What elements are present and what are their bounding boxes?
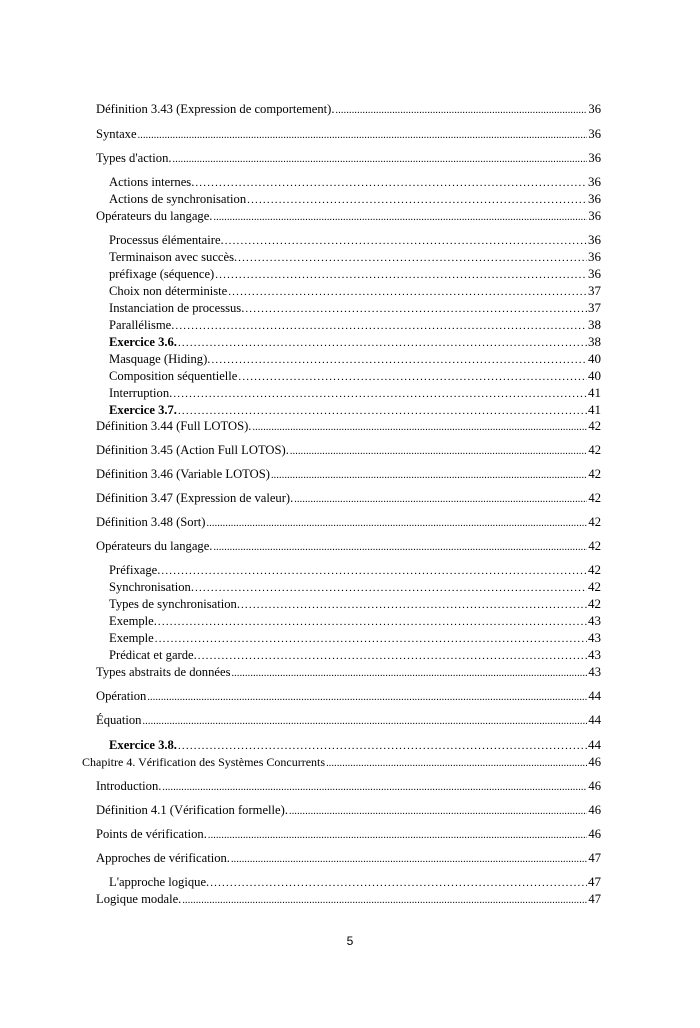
toc-entry-page: 47 (588, 851, 601, 865)
toc-entry[interactable] (82, 754, 601, 770)
toc-entry-label: Points de vérification. (96, 827, 207, 841)
toc-entry[interactable] (96, 442, 601, 458)
toc-entry-label: Opérateurs du langage. (96, 209, 213, 223)
dot-leader (231, 850, 587, 863)
toc-entry-label: Processus élémentaire. (109, 233, 224, 247)
dot-leader (271, 466, 587, 479)
toc-entry-page: 42 (588, 443, 601, 457)
toc-entry[interactable] (96, 891, 601, 907)
dot-leader (231, 664, 587, 677)
toc-entry-page: 40 (588, 351, 601, 366)
toc-entry-page: 36 (588, 127, 601, 141)
dot-leader (210, 874, 587, 887)
toc-entry-page: 36 (588, 232, 601, 247)
toc-entry[interactable] (109, 317, 601, 333)
toc-entry-label: Types d'action. (96, 151, 172, 165)
toc-entry-label: L'approche logique. (109, 875, 210, 889)
toc-entry-page: 42 (588, 515, 601, 529)
toc-entry-page: 41 (588, 402, 601, 417)
toc-entry-label: Choix non déterministe (109, 284, 228, 298)
toc-entry-page: 40 (588, 368, 601, 383)
dot-leader (142, 712, 587, 725)
page-number: 5 (346, 934, 354, 948)
toc-entry[interactable] (96, 466, 601, 482)
toc-entry-page: 38 (588, 317, 601, 332)
toc-entry-page: 44 (588, 737, 601, 752)
toc-entry[interactable] (109, 385, 601, 401)
dot-leader (289, 802, 587, 815)
toc-entry[interactable] (109, 613, 601, 629)
toc-entry[interactable] (109, 630, 601, 646)
toc-entry-label: Opération (96, 689, 147, 703)
dot-leader (206, 514, 587, 527)
dot-leader (173, 150, 588, 163)
toc-entry-label: Définition 3.44 (Full LOTOS). (96, 419, 252, 433)
toc-entry[interactable] (96, 490, 601, 506)
toc-entry-label: Actions de synchronisation (109, 192, 247, 206)
toc-entry-label: Interruption. (109, 386, 173, 400)
dot-leader (178, 402, 587, 415)
toc-entry-page: 46 (588, 779, 601, 793)
toc-entry-page: 43 (588, 613, 601, 628)
toc-entry-label: Syntaxe (96, 127, 137, 141)
dot-leader (238, 368, 587, 381)
toc-entry-page: 42 (588, 596, 601, 611)
dot-leader (173, 385, 587, 398)
toc-entry-label: Définition 3.46 (Variable LOTOS) (96, 467, 270, 481)
toc-entry[interactable] (96, 778, 601, 794)
dot-leader (211, 351, 587, 364)
toc-entry[interactable] (96, 514, 601, 530)
toc-entry-label: Masquage (Hiding). (109, 352, 211, 366)
toc-entry[interactable] (109, 283, 601, 299)
toc-entry-page: 43 (588, 665, 601, 679)
toc-entry-label: Introduction. (96, 779, 162, 793)
toc-entry-label: préfixage (séquence) (109, 267, 215, 281)
toc-entry[interactable] (109, 351, 601, 367)
toc-entry-page: 42 (588, 419, 601, 433)
dot-leader (213, 538, 587, 551)
toc-entry-label: Définition 3.45 (Action Full LOTOS). (96, 443, 289, 457)
toc-entry[interactable] (96, 802, 601, 818)
toc-entry-page: 42 (588, 562, 601, 577)
toc-entry-page: 36 (588, 209, 601, 223)
toc-entry-label: Types abstraits de données (96, 665, 231, 679)
toc-entry-label: Exemple. (109, 614, 157, 628)
dot-leader (228, 283, 587, 296)
toc-entry-page: 36 (588, 174, 601, 189)
toc-entry-label: Terminaison avec succès. (109, 250, 238, 264)
toc-entry[interactable] (96, 850, 601, 866)
dot-leader (138, 126, 588, 139)
dot-leader (182, 891, 587, 904)
toc-entry[interactable] (109, 191, 601, 207)
toc-entry-page: 47 (588, 874, 601, 889)
toc-entry[interactable] (109, 579, 601, 595)
dot-leader (213, 208, 587, 221)
toc-entry-label: Chapitre 4. Vérification des Systèmes Concurrents (82, 755, 326, 769)
toc-entry-label: Instanciation de processus. (109, 301, 245, 315)
toc-entry[interactable] (96, 208, 601, 224)
toc-entry[interactable] (109, 562, 601, 578)
toc-entry-page: 47 (588, 892, 601, 906)
toc-entry-label: Définition 3.43 (Expression de comportement). (96, 102, 335, 116)
dot-leader (294, 490, 587, 503)
toc-entry-page: 36 (588, 151, 601, 165)
toc-entry[interactable] (96, 538, 601, 554)
toc-entry-label: Parallélisme. (109, 318, 175, 332)
toc-entry-page: 46 (588, 755, 601, 769)
dot-leader (161, 562, 587, 575)
dot-leader (326, 754, 587, 767)
toc-entry-page: 36 (588, 266, 601, 281)
toc-entry[interactable] (109, 368, 601, 384)
toc-entry-page: 44 (588, 713, 601, 727)
dot-leader (162, 778, 587, 791)
toc-entry-page: 46 (588, 803, 601, 817)
dot-leader (175, 317, 587, 330)
toc-entry-page: 41 (588, 385, 601, 400)
toc-entry-page: 42 (588, 539, 601, 553)
dot-leader (158, 613, 587, 626)
toc-entry-label: Logique modale. (96, 892, 182, 906)
dot-leader (252, 418, 587, 431)
toc-entry[interactable] (96, 712, 601, 728)
toc-entry[interactable] (96, 126, 601, 142)
toc-entry[interactable] (96, 418, 601, 434)
dot-leader (225, 232, 587, 245)
toc-entry-page: 46 (588, 827, 601, 841)
toc-entry-label: Types de synchronisation. (109, 597, 240, 611)
dot-leader (215, 266, 587, 279)
toc-entry-page: 43 (588, 647, 601, 662)
toc-entry-label: Exercice 3.8. (109, 738, 177, 752)
toc-entry[interactable] (109, 174, 601, 190)
dot-leader (290, 442, 588, 455)
dot-leader (195, 174, 587, 187)
toc-entry-label: Définition 3.48 (Sort) (96, 515, 206, 529)
toc-entry[interactable] (96, 688, 601, 704)
dot-leader (178, 737, 587, 750)
dot-leader (178, 334, 587, 347)
dot-leader (195, 579, 587, 592)
toc-entry-label: Préfixage. (109, 563, 161, 577)
toc-entry[interactable] (109, 596, 601, 612)
dot-leader (147, 688, 587, 701)
toc-entry[interactable] (96, 150, 601, 166)
toc-entry-page: 42 (588, 579, 601, 594)
toc-entry[interactable] (109, 874, 601, 890)
toc-entry-label: Approches de vérification. (96, 851, 230, 865)
toc-entry[interactable] (109, 737, 601, 753)
dot-leader (155, 630, 587, 643)
toc-entry-page: 38 (588, 334, 601, 349)
toc-entry-label: Exemple (109, 631, 154, 645)
dot-leader (245, 300, 587, 313)
toc-entry-page: 37 (588, 300, 601, 315)
toc-entry[interactable] (96, 664, 601, 680)
dot-leader (198, 647, 587, 660)
toc-entry-page: 37 (588, 283, 601, 298)
toc-entry-label: Équation (96, 713, 142, 727)
toc-entry[interactable] (109, 647, 601, 663)
toc-entry[interactable] (96, 826, 601, 842)
dot-leader (208, 826, 588, 839)
toc-entry-label: Définition 3.47 (Expression de valeur). (96, 491, 294, 505)
toc-entry-page: 43 (588, 630, 601, 645)
toc-entry-label: Prédicat et garde. (109, 648, 197, 662)
dot-leader (336, 101, 588, 114)
toc-entry[interactable] (109, 266, 601, 282)
toc-entry-label: Opérateurs du langage. (96, 539, 213, 553)
toc-entry-label: Définition 4.1 (Vérification formelle). (96, 803, 288, 817)
toc-entry[interactable] (109, 300, 601, 316)
toc-entry-label: Composition séquentielle (109, 369, 238, 383)
toc-entry-label: Exercice 3.7. (109, 403, 177, 417)
toc-entry[interactable] (109, 249, 601, 265)
toc-entry-page: 42 (588, 467, 601, 481)
dot-leader (238, 249, 587, 262)
toc-entry-page: 42 (588, 491, 601, 505)
toc-entry-page: 36 (588, 249, 601, 264)
dot-leader (241, 596, 587, 609)
toc-entry-page: 36 (588, 102, 601, 116)
toc-entry-label: Exercice 3.6. (109, 335, 177, 349)
toc-entry[interactable] (109, 232, 601, 248)
toc-entry-page: 36 (588, 191, 601, 206)
toc-entry-label: Synchronisation. (109, 580, 195, 594)
toc-entry[interactable] (109, 334, 601, 350)
toc-entry-label: Actions internes. (109, 175, 195, 189)
toc-entry[interactable] (96, 101, 601, 117)
toc-entry-page: 44 (588, 689, 601, 703)
toc-entry[interactable] (109, 402, 601, 418)
dot-leader (247, 191, 587, 204)
